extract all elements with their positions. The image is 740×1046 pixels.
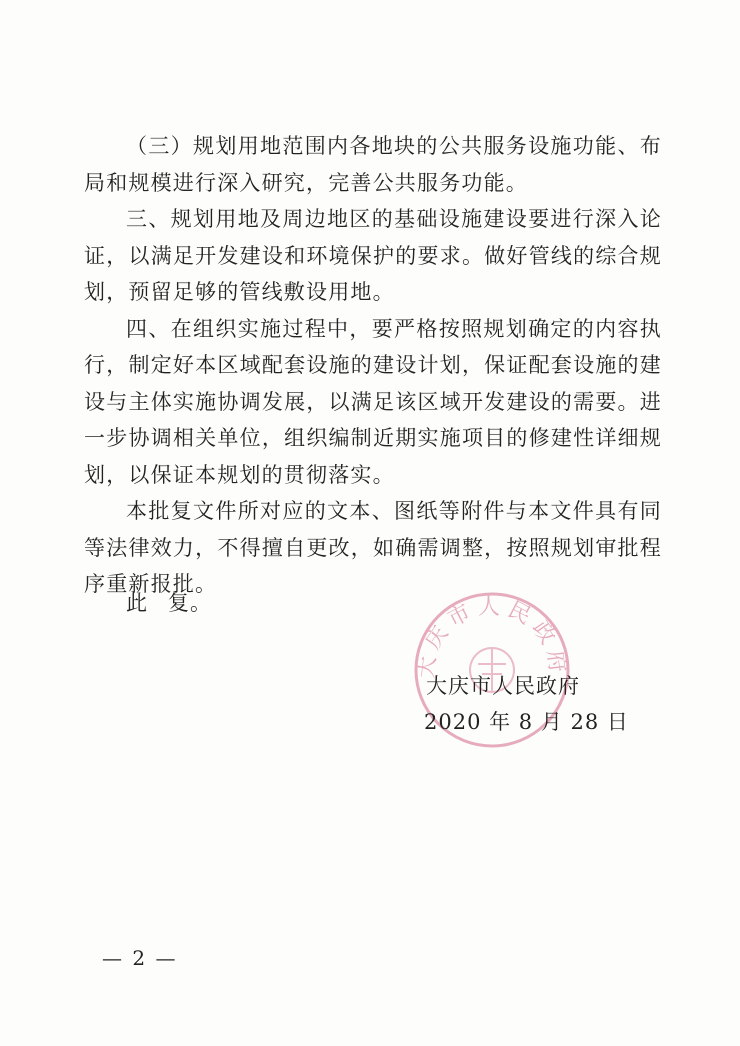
page-number: — 2 — — [102, 946, 178, 970]
paragraph-implementation: 四、在组织实施过程中，要严格按照规划确定的内容执行，制定好本区域配套设施的建设计划，保证配套设施的建设与主体实施协调发展，以满足该区域开发建设的需要。进一步协调相关单位，组织编制近期实施项目的修建性详细规划，以保证本规划的贯彻落实。 — [84, 316, 662, 487]
issuing-organization: 大庆市人民政府 — [426, 674, 580, 698]
signature-block — [424, 668, 629, 740]
closing-char-2: 复。 — [168, 591, 212, 615]
paragraph-infrastructure: 三、规划用地及周边地区的基础设施建设要进行深入论证，以满足开发建设和环境保护的要求。做好管线的综合规划，预留足够的管线敷设用地。 — [84, 207, 662, 304]
svg-text:大庆市人民政府: 大庆市人民政府 — [413, 595, 571, 680]
closing-char-1: 此 — [126, 591, 148, 615]
issue-date: 2020 年 8 月 28 日 — [424, 710, 629, 734]
paragraph-legal-effect: 本批复文件所对应的文本、图纸等附件与本文件具有同等法律效力，不得擅自更改，如确需调整，按照规划审批程序重新报批。 — [84, 499, 662, 596]
closing-reply — [126, 587, 212, 617]
paragraph-public-services: （三）规划用地范围内各地块的公共服务设施功能、布局和规模进行深入研究，完善公共服务功能。 — [84, 134, 662, 195]
document-body — [84, 128, 662, 603]
